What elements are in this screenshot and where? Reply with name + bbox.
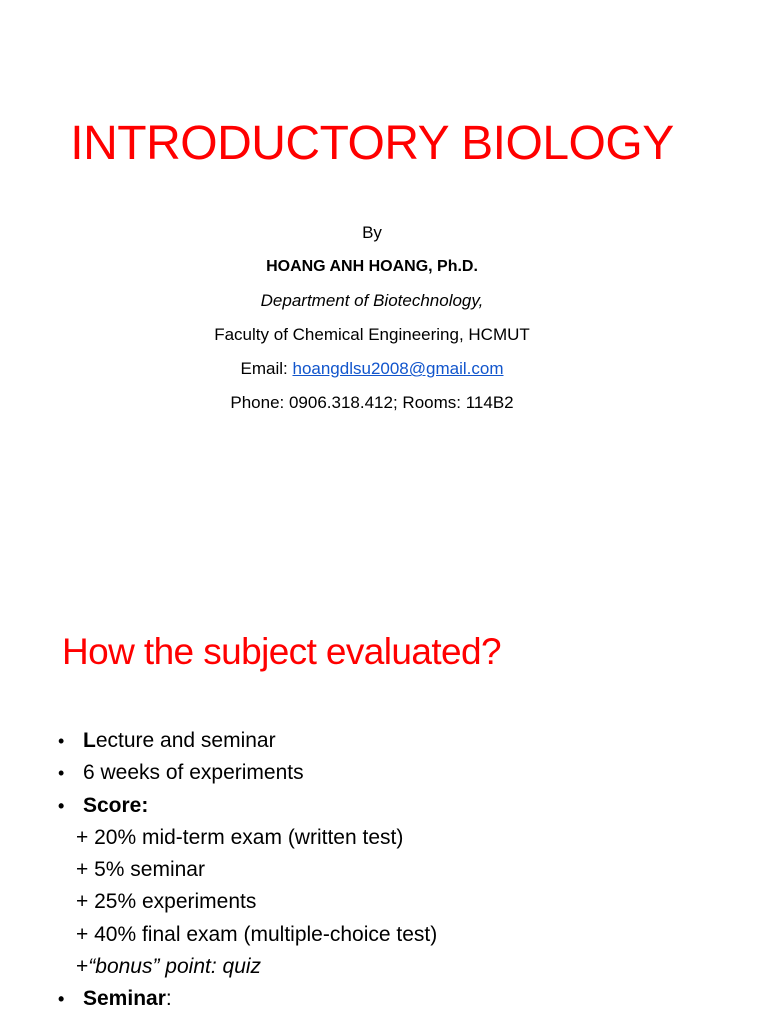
list-item: [58, 984, 738, 1016]
lecture-lead-letter: L: [83, 729, 96, 752]
bullet-icon: •: [58, 795, 65, 816]
seminar-colon: :: [165, 987, 172, 1011]
seminar-label: Seminar: [83, 987, 166, 1011]
list-item: [58, 758, 738, 790]
list-item: [58, 726, 738, 758]
bonus-text: “bonus” point: quiz: [88, 955, 262, 979]
email-link[interactable]: hoangdlsu2008@gmail.com: [292, 359, 504, 378]
score-item: + 20% mid-term exam (written test): [76, 825, 404, 849]
bonus-prefix: +: [76, 955, 89, 979]
lecture-text: ecture and seminar: [95, 729, 276, 752]
course-title: INTRODUCTORY BIOLOGY: [70, 117, 674, 170]
phone-line: Phone: 0906.318.412; Rooms: 114B2: [230, 393, 514, 412]
score-item: + 5% seminar: [76, 858, 205, 882]
department: Department of Biotechnology,: [260, 291, 484, 310]
experiments-text: 6 weeks of experiments: [83, 761, 304, 785]
evaluation-list: [58, 726, 738, 1017]
evaluation-title: How the subject evaluated?: [62, 631, 501, 672]
email-label: Email:: [240, 359, 293, 378]
author-info: [0, 218, 744, 422]
bullet-icon: •: [58, 763, 65, 784]
score-item: + 25% experiments: [76, 890, 257, 914]
score-item-bonus: [58, 952, 738, 984]
faculty: Faculty of Chemical Engineering, HCMUT: [214, 325, 530, 344]
bullet-icon: •: [58, 731, 65, 751]
email-line: [0, 354, 744, 388]
author-name: HOANG ANH HOANG, Ph.D.: [266, 258, 478, 275]
evaluation-slide: [0, 584, 768, 1024]
by-label: By: [362, 223, 382, 242]
bullet-icon: •: [58, 989, 65, 1010]
score-item: + 40% final exam (multiple-choice test): [76, 922, 438, 946]
score-label: Score:: [83, 793, 149, 817]
list-item: [58, 791, 738, 823]
